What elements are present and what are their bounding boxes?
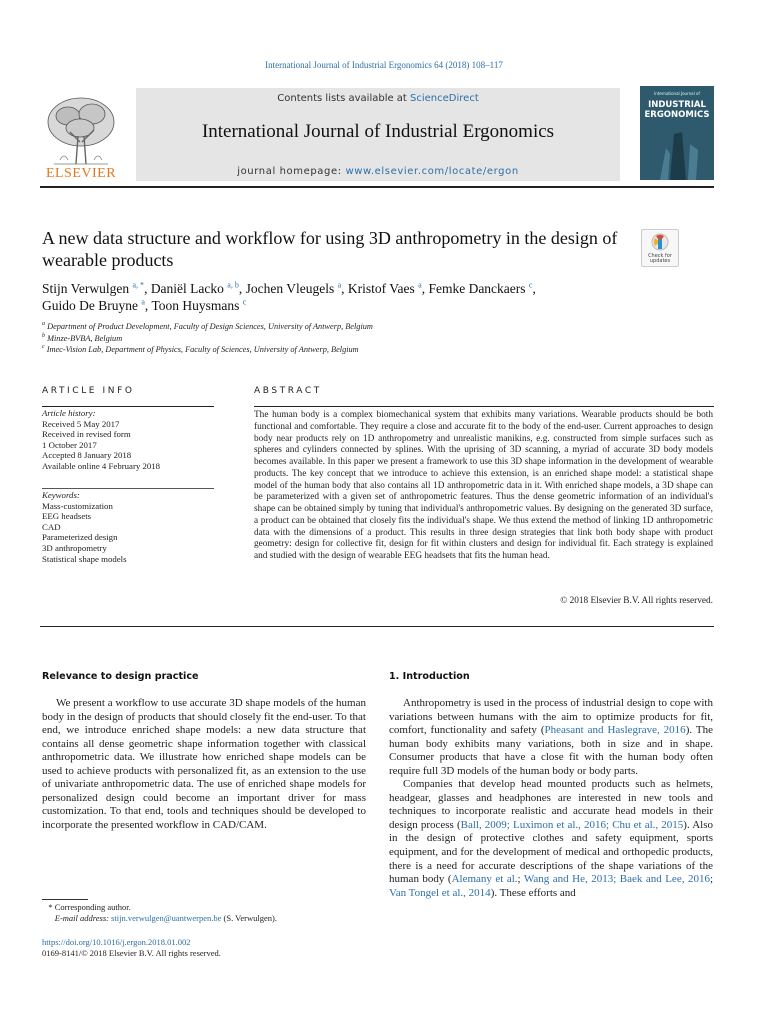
crossmark-icon	[651, 233, 669, 251]
issn-line: 0169-8141/© 2018 Elsevier B.V. All rights reserved.	[42, 948, 221, 958]
abstract-copyright: © 2018 Elsevier B.V. All rights reserved.	[560, 596, 713, 606]
abstract-divider	[254, 406, 714, 407]
affiliation: $^c$ Imec-Vision Lab, Department of Physics, Faculty of Sciences, University of Antwerp, Belgium	[42, 344, 359, 354]
intro-paragraph-1: Anthropometry is used in the process of industrial design to cope with variations between humans with the aim to optimize products for fit, comfort, functionality and safety (Pheasant and Haslegrave, 2016). The human body exhibits many variations, both in size and in shape. Consumer products that have a close fit with the human body often require full 3D models of the human body or body parts.	[389, 697, 713, 777]
corresponding-author-note: * Corresponding author.	[48, 902, 131, 912]
header-divider	[40, 186, 714, 188]
keyword: Mass-customization	[42, 500, 113, 511]
keyword: Parameterized design	[42, 532, 118, 543]
introduction-body	[389, 697, 713, 900]
contents-line	[136, 93, 620, 104]
relevance-body: We present a workflow to use accurate 3D shape models of the human body in the design of products that should closely fit the end-user. To that end, we introduce enriched shape models: a new data structure that contains all dense geometric shape information together with classical anthropometric data. We illustrate how enriched shape models can be used to achieve products with personalized fit, as an extension to the use of univariate anthropometric data. The use of enriched shape models for personalized design could become an important driver for mass customization. To that end, tools and techniques should be developed to incorporate the presented workflow in CAD/CAM.	[42, 697, 366, 831]
cover-line-2: ERGONOMICS	[644, 110, 710, 120]
abstract-heading: ABSTRACT	[254, 386, 322, 396]
keywords-divider	[42, 488, 214, 489]
crossmark-line-2: updates	[649, 258, 671, 264]
check-for-updates-button[interactable]	[641, 229, 679, 267]
contents-prefix: Contents lists available at	[277, 93, 411, 104]
keyword: CAD	[42, 521, 61, 532]
journal-homepage-line	[136, 166, 620, 177]
author[interactable]: Toon Huysmans $^c$	[151, 297, 247, 313]
history-item: Available online 4 February 2018	[42, 460, 161, 471]
keywords	[42, 490, 214, 564]
journal-title: International Journal of Industrial Ergonomics	[201, 121, 555, 142]
affiliation: $^b$ Minze-BVBA, Belgium	[42, 332, 123, 343]
keyword: 3D anthropometry	[42, 542, 107, 553]
article-info-heading: ARTICLE INFO	[42, 386, 135, 396]
homepage-link[interactable]: www.elsevier.com/locate/ergon	[345, 166, 519, 177]
author-list: Stijn Verwulgen $^{a, *}$, Daniël Lacko $^{a, b}$, Jochen Vleugels $^a$, Kristof Vaes $^a$, Femke Danckaers $^c$, Guido De Bruyne $^a$, Toon Huysmans $^c$	[42, 280, 536, 313]
keyword: EEG headsets	[42, 511, 92, 522]
cover-line-1: INDUSTRIAL	[648, 100, 706, 110]
introduction-heading: 1. Introduction	[389, 671, 470, 682]
email-note: E-mail address: stijn.verwulgen@uantwerpen.be (S. Verwulgen).	[54, 913, 277, 923]
doi-link[interactable]: https://doi.org/10.1016/j.ergon.2018.01.002	[42, 937, 191, 947]
doi-block	[42, 937, 382, 959]
author[interactable]: Daniël Lacko $^{a, b}$	[150, 280, 239, 296]
relevance-heading: Relevance to design practice	[42, 671, 199, 682]
keyword: Statistical shape models	[42, 553, 127, 564]
cover-small-text: International Journal of	[654, 91, 700, 96]
author[interactable]: Stijn Verwulgen $^{a, *}$	[42, 280, 145, 296]
author[interactable]: Femke Danckaers $^c$	[428, 280, 533, 296]
citation-link[interactable]: Pheasant and Haslegrave, 2016	[544, 724, 686, 737]
cover-figure-icon	[640, 124, 714, 180]
keywords-label: Keywords:	[42, 490, 80, 500]
history-item: Received 5 May 2017	[42, 418, 120, 429]
sciencedirect-link[interactable]: ScienceDirect	[410, 93, 479, 104]
intro-paragraph-2: Companies that develop head mounted products such as helmets, headgear, glasses and headphones are interested in new tools and techniques to incorporate realistic and accurate head models in their design process (Ball, 2009; Luximon et al., 2016; Chu et al., 2015). Also in the design of protective clothes and safety equipment, sports equipment, and for the development of medical and orthopedic products, there is a need for accurate descriptions of the shape variations of the human body (Alemany et al.; Wang and He, 2013; Baek and Lee, 2016; Van Tongel et al., 2014). These efforts and	[389, 778, 714, 899]
affiliations	[42, 321, 642, 356]
citation-link[interactable]: Van Tongel et al., 2014	[389, 886, 491, 899]
crossmark-label	[642, 254, 678, 264]
author[interactable]: Jochen Vleugels $^a$	[245, 280, 342, 296]
front-matter-divider	[40, 626, 714, 627]
author[interactable]: Guido De Bruyne $^a$	[42, 297, 145, 313]
article-history	[42, 408, 214, 472]
footnotes	[42, 902, 382, 924]
history-item: Received in revised form	[42, 429, 131, 440]
citation-link[interactable]: Wang and He, 2013; Baek and Lee, 2016	[523, 873, 710, 886]
abstract-text: The human body is a complex biomechanical system that exhibits many variations. Wearable products should be both functional and comfortable. They require a close and accurate fit to the body of the end-user. Current approaches to design body near products rely on 1D anthropometry and unrealistic manikins, e.g. constructed from simple surfaces such as spheres and cylinders connected by splines. With the uprising of 3D scanning, a myriad of accurate 3D body models becomes available. In this paper we present a framework to use this 3D shape information in the development of wearable products. The key concept that we introduce to achieve this extension, is an enriched shape model: a statistical shape model of the human body that also contains all 1D anthropometric data in it. With enriched shape models, a 3D shape can be parameterized with a given set of anthropometric features. Thus the dense geometric information of an individual's shape can be obtained simply by tuning that individual's anthropometric values. By designing on the generated 3D surface, a product can be obtained that closely fits the individual's shape. We thus extend the method of linking 1D anthropometric data with the dimensions of a product. This results in three design strategies that link both body shape with product geometry: design for collective fit, design for fit within clusters and design for individual fit. Each strategy is explained and studied with the design of wearable EEG headsets that fits the human head.	[254, 410, 713, 561]
footnote-divider	[42, 899, 88, 900]
elsevier-logo	[40, 92, 122, 180]
elsevier-wordmark: ELSEVIER	[45, 166, 117, 181]
crossmark-line-1: Check for	[648, 253, 672, 259]
homepage-prefix: journal homepage:	[237, 166, 346, 177]
cover-title	[644, 100, 710, 120]
journal-cover-image[interactable]	[640, 86, 714, 180]
history-label: Article history:	[42, 408, 96, 418]
asterisk-icon: *	[48, 902, 53, 912]
history-item: 1 October 2017	[42, 439, 97, 450]
affiliation: $^a$ Department of Product Development, Faculty of Design Sciences, University of Antwerp, Belgium	[42, 321, 373, 331]
citation-link[interactable]: Ball, 2009; Luximon et al., 2016; Chu et al., 2015	[460, 818, 684, 831]
email-link[interactable]: stijn.verwulgen@uantwerpen.be	[111, 913, 222, 923]
article-info-divider	[42, 406, 214, 407]
relevance-paragraph	[42, 697, 366, 832]
history-item: Accepted 8 January 2018	[42, 450, 132, 461]
journal-reference-link[interactable]: International Journal of Industrial Ergonomics 64 (2018) 108–117	[265, 60, 503, 70]
citation-link[interactable]: Alemany et al.	[451, 873, 518, 886]
paper-title: A new data structure and workflow for using 3D anthropometry in the design of wearable products	[42, 228, 618, 270]
author[interactable]: Kristof Vaes $^a$	[347, 280, 422, 296]
